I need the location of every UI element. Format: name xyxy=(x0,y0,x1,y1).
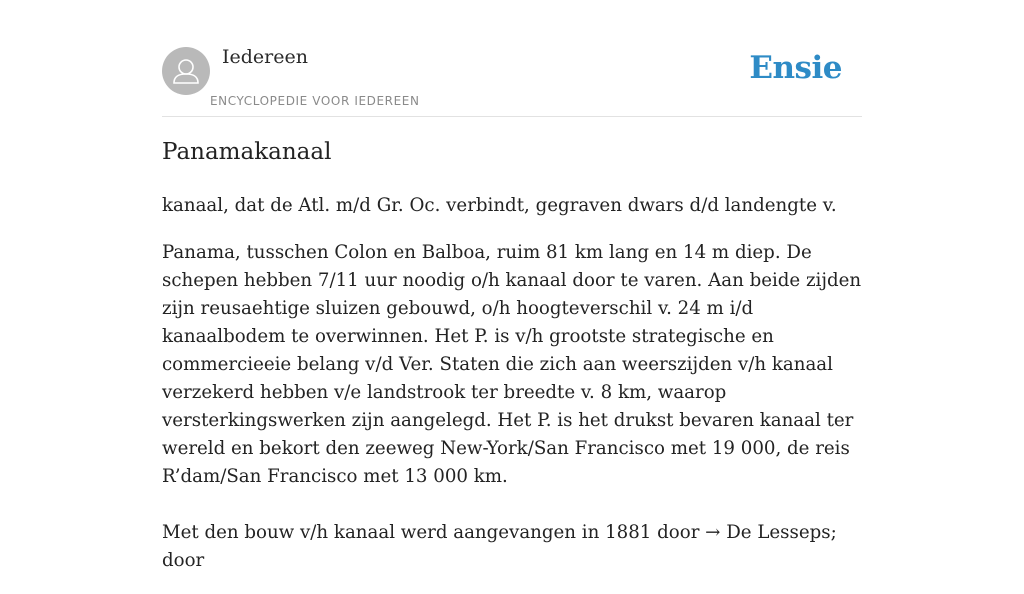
author-name[interactable]: Iedereen xyxy=(222,46,308,68)
avatar[interactable] xyxy=(162,47,210,95)
header xyxy=(162,0,862,117)
site-subtitle: ENCYCLOPEDIE VOOR IEDEREEN xyxy=(210,94,420,108)
article-paragraph: Met den bouw v/h kanaal werd aangevangen in 1881 door → De Lesseps; door xyxy=(162,522,837,571)
user-icon xyxy=(162,47,210,95)
article-title: Panamakanaal xyxy=(162,139,332,165)
article-paragraph: Panama, tusschen Colon en Balboa, ruim 81 km lang en 14 m diep. De schepen hebben 7/11 uur noodig o/h kanaal door te varen. Aan beide zijden zijn reusaehtige sluizen gebouwd, o/h hoogteverschil v. 24 m i/d kanaalbodem te overwinnen. Het P. is v/h grootste strategische en commercieeie belang v/d Ver. Staten die zich aan weerszijden v/h kanaal verzekerd hebben v/e landstrook ter breedte v. 8 km, waarop versterkingswerken zijn aangelegd. Het P. is het drukst bevaren kanaal ter wereld en bekort den zeeweg New-York/San Francisco met 19 000, de reis R’dam/San Francisco met 13 000 km. xyxy=(162,242,862,487)
article-paragraph: kanaal, dat de Atl. m/d Gr. Oc. verbindt, gegraven dwars d/d landengte v. xyxy=(162,195,837,216)
site-logo[interactable]: Ensie xyxy=(749,50,842,86)
article-body xyxy=(162,192,862,594)
